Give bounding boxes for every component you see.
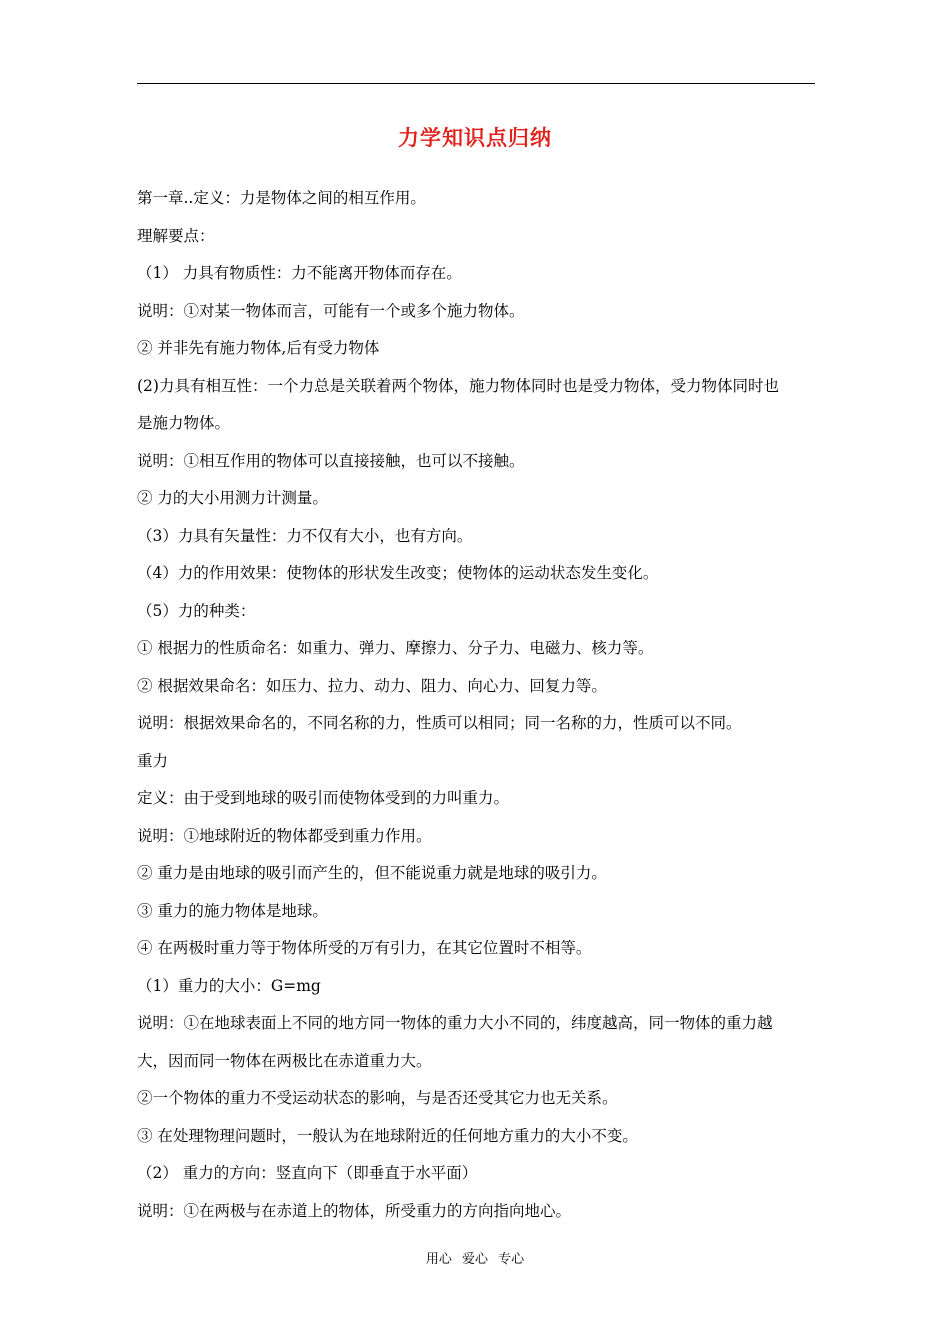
body-line: ③ 重力的施力物体是地球。 <box>137 901 328 920</box>
body-line: ④ 在两极时重力等于物体所受的万有引力，在其它位置时不相等。 <box>137 939 592 957</box>
body-line: 说明：①对某一物体而言，可能有一个或多个施力物体。 <box>137 301 525 320</box>
body-line: (2)力具有相互性：一个力总是关联着两个物体，施力物体同时也是受力物体，受力物体同时也 <box>137 376 779 395</box>
section-heading: 重力 <box>137 751 169 770</box>
body-line: 理解要点： <box>137 226 215 245</box>
body-line: （1） 力具有物质性：力不能离开物体而存在。 <box>137 264 462 282</box>
header-rule <box>137 83 815 84</box>
body-line: （3）力具有矢量性：力不仅有大小，也有方向。 <box>137 526 473 545</box>
document-body <box>137 180 817 1230</box>
body-line: 是施力物体。 <box>137 414 231 432</box>
body-line: ① 根据力的性质命名：如重力、弹力、摩擦力、分子力、电磁力、核力等。 <box>137 639 654 657</box>
body-line: 第一章..定义：力是物体之间的相互作用。 <box>137 189 426 207</box>
body-line: （5）力的种类： <box>137 601 256 620</box>
body-line: 说明：①相互作用的物体可以直接接触，也可以不接触。 <box>137 451 525 470</box>
body-line: ② 根据效果命名：如压力、拉力、动力、阻力、向心力、回复力等。 <box>137 676 607 695</box>
body-line: 说明：根据效果命名的，不同名称的力，性质可以相同；同一名称的力，性质可以不同。 <box>137 714 742 732</box>
body-line: 说明：①地球附近的物体都受到重力作用。 <box>137 826 432 845</box>
body-line: 说明：①在两极与在赤道上的物体，所受重力的方向指向地心。 <box>137 1201 572 1220</box>
body-line: ② 重力是由地球的吸引而产生的，但不能说重力就是地球的吸引力。 <box>137 864 607 882</box>
body-line: ②一个物体的重力不受运动状态的影响，与是否还受其它力也无关系。 <box>137 1089 618 1107</box>
body-line: 说明：①在地球表面上不同的地方同一物体的重力大小不同的，纬度越高，同一物体的重力越 <box>137 1014 773 1032</box>
body-line: ③ 在处理物理问题时，一般认为在地球附近的任何地方重力的大小不变。 <box>137 1126 638 1145</box>
body-line: （4）力的作用效果：使物体的形状发生改变；使物体的运动状态发生变化。 <box>137 564 659 582</box>
page-footer: 用心 爱心 专心 <box>425 1252 525 1267</box>
body-line: 大，因而同一物体在两极比在赤道重力大。 <box>137 1051 432 1070</box>
document-title: 力学知识点归纳 <box>398 126 552 150</box>
body-line: ② 并非先有施力物体,后有受力物体 <box>137 339 380 357</box>
body-line: （1）重力的大小：G=mg <box>137 976 321 995</box>
body-line: （2） 重力的方向：竖直向下（即垂直于水平面） <box>137 1164 478 1182</box>
body-line: ② 力的大小用测力计测量。 <box>137 489 328 507</box>
body-line: 定义：由于受到地球的吸引而使物体受到的力叫重力。 <box>137 789 510 807</box>
